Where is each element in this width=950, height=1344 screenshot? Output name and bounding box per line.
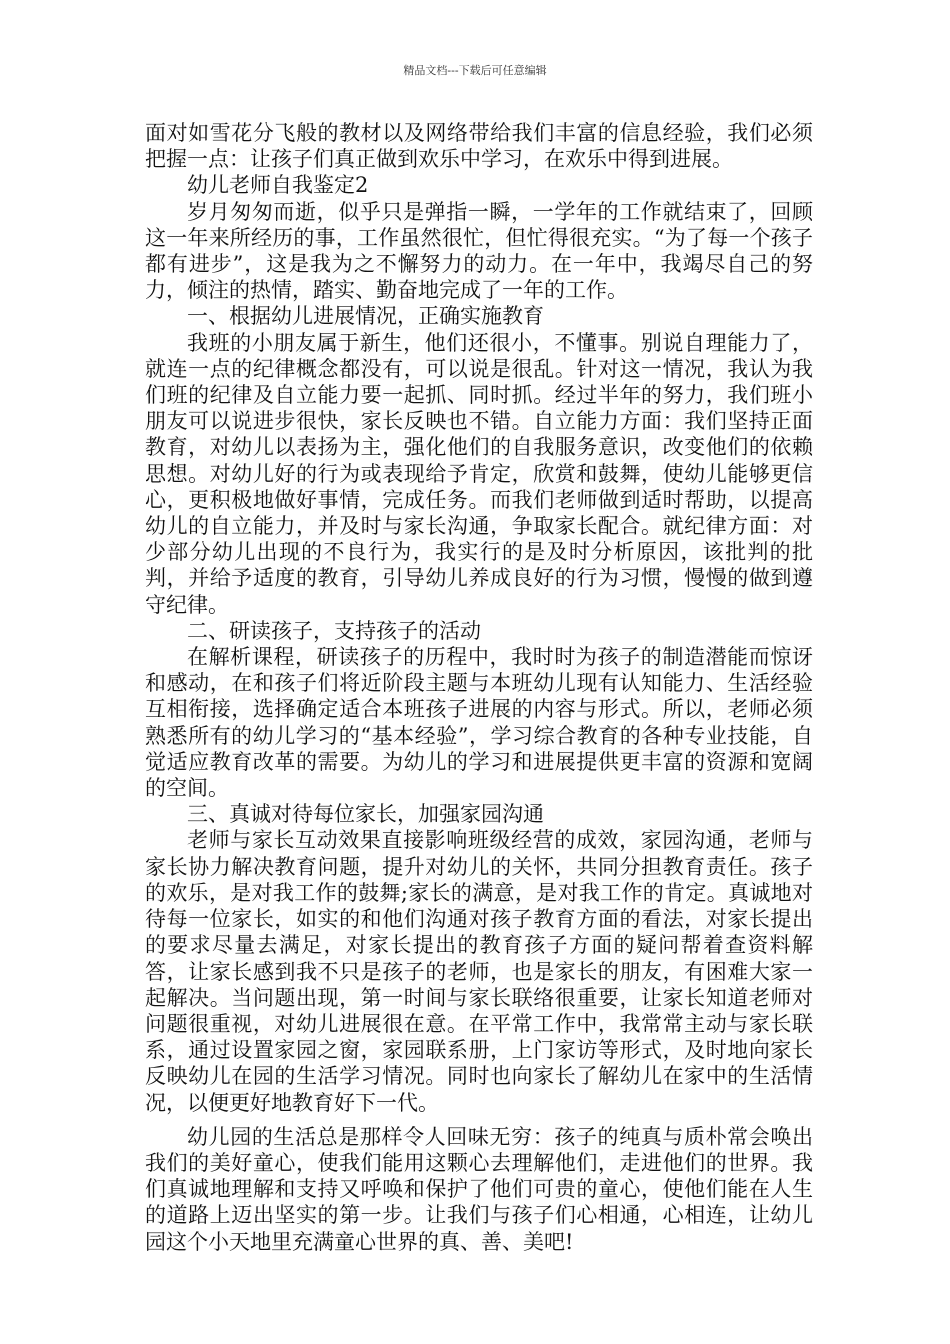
document-body bbox=[145, 120, 813, 1255]
section-title: 幼儿老师自我鉴定2 bbox=[187, 173, 369, 198]
section-heading-2: 二、研读孩子，支持孩子的活动 bbox=[187, 618, 481, 643]
paragraph-section-3: 老师与家长互动效果直接影响班级经营的成效，家园沟通，老师与家长协力解决教育问题，提升对幼儿的关怀，共同分担教育责任。孩子的欢乐，是对我工作的鼓舞;家长的满意，是对我工作的肯定。真诚地对待每一位家长，如实的和他们沟通对孩子教育方面的看法，对家长提出的要求尽量去满足，对家长提出的教育孩子方面的疑问帮着查资料解答，让家长感到我不只是孩子的老师，也是家长的朋友，有困难大家一起解决。当问题出现，第一时间与家长联络很重要，让家长知道老师对问题很重视，对幼儿进展很在意。在平常工作中，我常常主动与家长联系，通过设置家园之窗，家园联系册，上门家访等形式，及时地向家长反映幼儿在园的生活学习情况。同时也向家长了解幼儿在家中的生活情况，以便更好地教育好下一代。 bbox=[145, 828, 813, 1115]
section-heading-1: 一、根据幼儿进展情况，正确实施教育 bbox=[187, 304, 544, 329]
paragraph-intro: 岁月匆匆而逝，似乎只是弹指一瞬，一学年的工作就结束了，回顾这一年来所经历的事，工作虽然很忙，但忙得很充实。“为了每一个孩子都有进步”，这是我为之不懈努力的动力。在一年中，我竭尽自己的努力，倾注的热情，踏实、勤奋地完成了一年的工作。 bbox=[145, 199, 813, 303]
paragraph-section-1: 我班的小朋友属于新生，他们还很小，不懂事。别说自理能力了，就连一点的纪律概念都没有，可以说是很乱。针对这一情况，我认为我们班的纪律及自立能力要一起抓、同时抓。经过半年的努力，我们班小朋友可以说进步很快，家长反映也不错。自立能力方面：我们坚持正面教育，对幼儿以表扬为主，强化他们的自我服务意识，改变他们的依赖思想。对幼儿好的行为或表现给予肯定，欣赏和鼓舞，使幼儿能够更信心，更积极地做好事情，完成任务。而我们老师做到适时帮助，以提高幼儿的自立能力，并及时与家长沟通，争取家长配合。就纪律方面：对少部分幼儿出现的不良行为，我实行的是及时分析原因，该批判的批判，并给予适度的教育，引导幼儿养成良好的行为习惯，慢慢的做到遵守纪律。 bbox=[145, 330, 813, 617]
paragraph-continuation: 面对如雪花分飞般的教材以及网络带给我们丰富的信息经验，我们必须把握一点：让孩子们真正做到欢乐中学习，在欢乐中得到进展。 bbox=[145, 121, 813, 172]
section-heading-3: 三、真诚对待每位家长，加强家园沟通 bbox=[187, 802, 544, 827]
paragraph-conclusion: 幼儿园的生活总是那样令人回味无穷：孩子的纯真与质朴常会唤出我们的美好童心，使我们能用这颗心去理解他们，走进他们的世界。我们真诚地理解和支持又呼唤和保护了他们可贵的童心，使他们能在人生的道路上迈出坚实的第一步。让我们与孩子们心相通，心相连，让幼儿园这个小天地里充满童心世界的真、善、美吧! bbox=[145, 1124, 813, 1254]
paragraph-section-2: 在解析课程，研读孩子的历程中，我时时为孩子的制造潜能而惊讶和感动，在和孩子们将近阶段主题与本班幼儿现有认知能力、生活经验互相衔接，选择确定适合本班孩子进展的内容与形式。所以，老师必须熟悉所有的幼儿学习的“基本经验”，学习综合教育的各种专业技能，自觉适应教育改革的需要。为幼儿的学习和进展提供更丰富的资源和宽阔的空间。 bbox=[145, 645, 813, 801]
page-header: 精品文档---下载后可任意编辑 bbox=[403, 64, 547, 77]
